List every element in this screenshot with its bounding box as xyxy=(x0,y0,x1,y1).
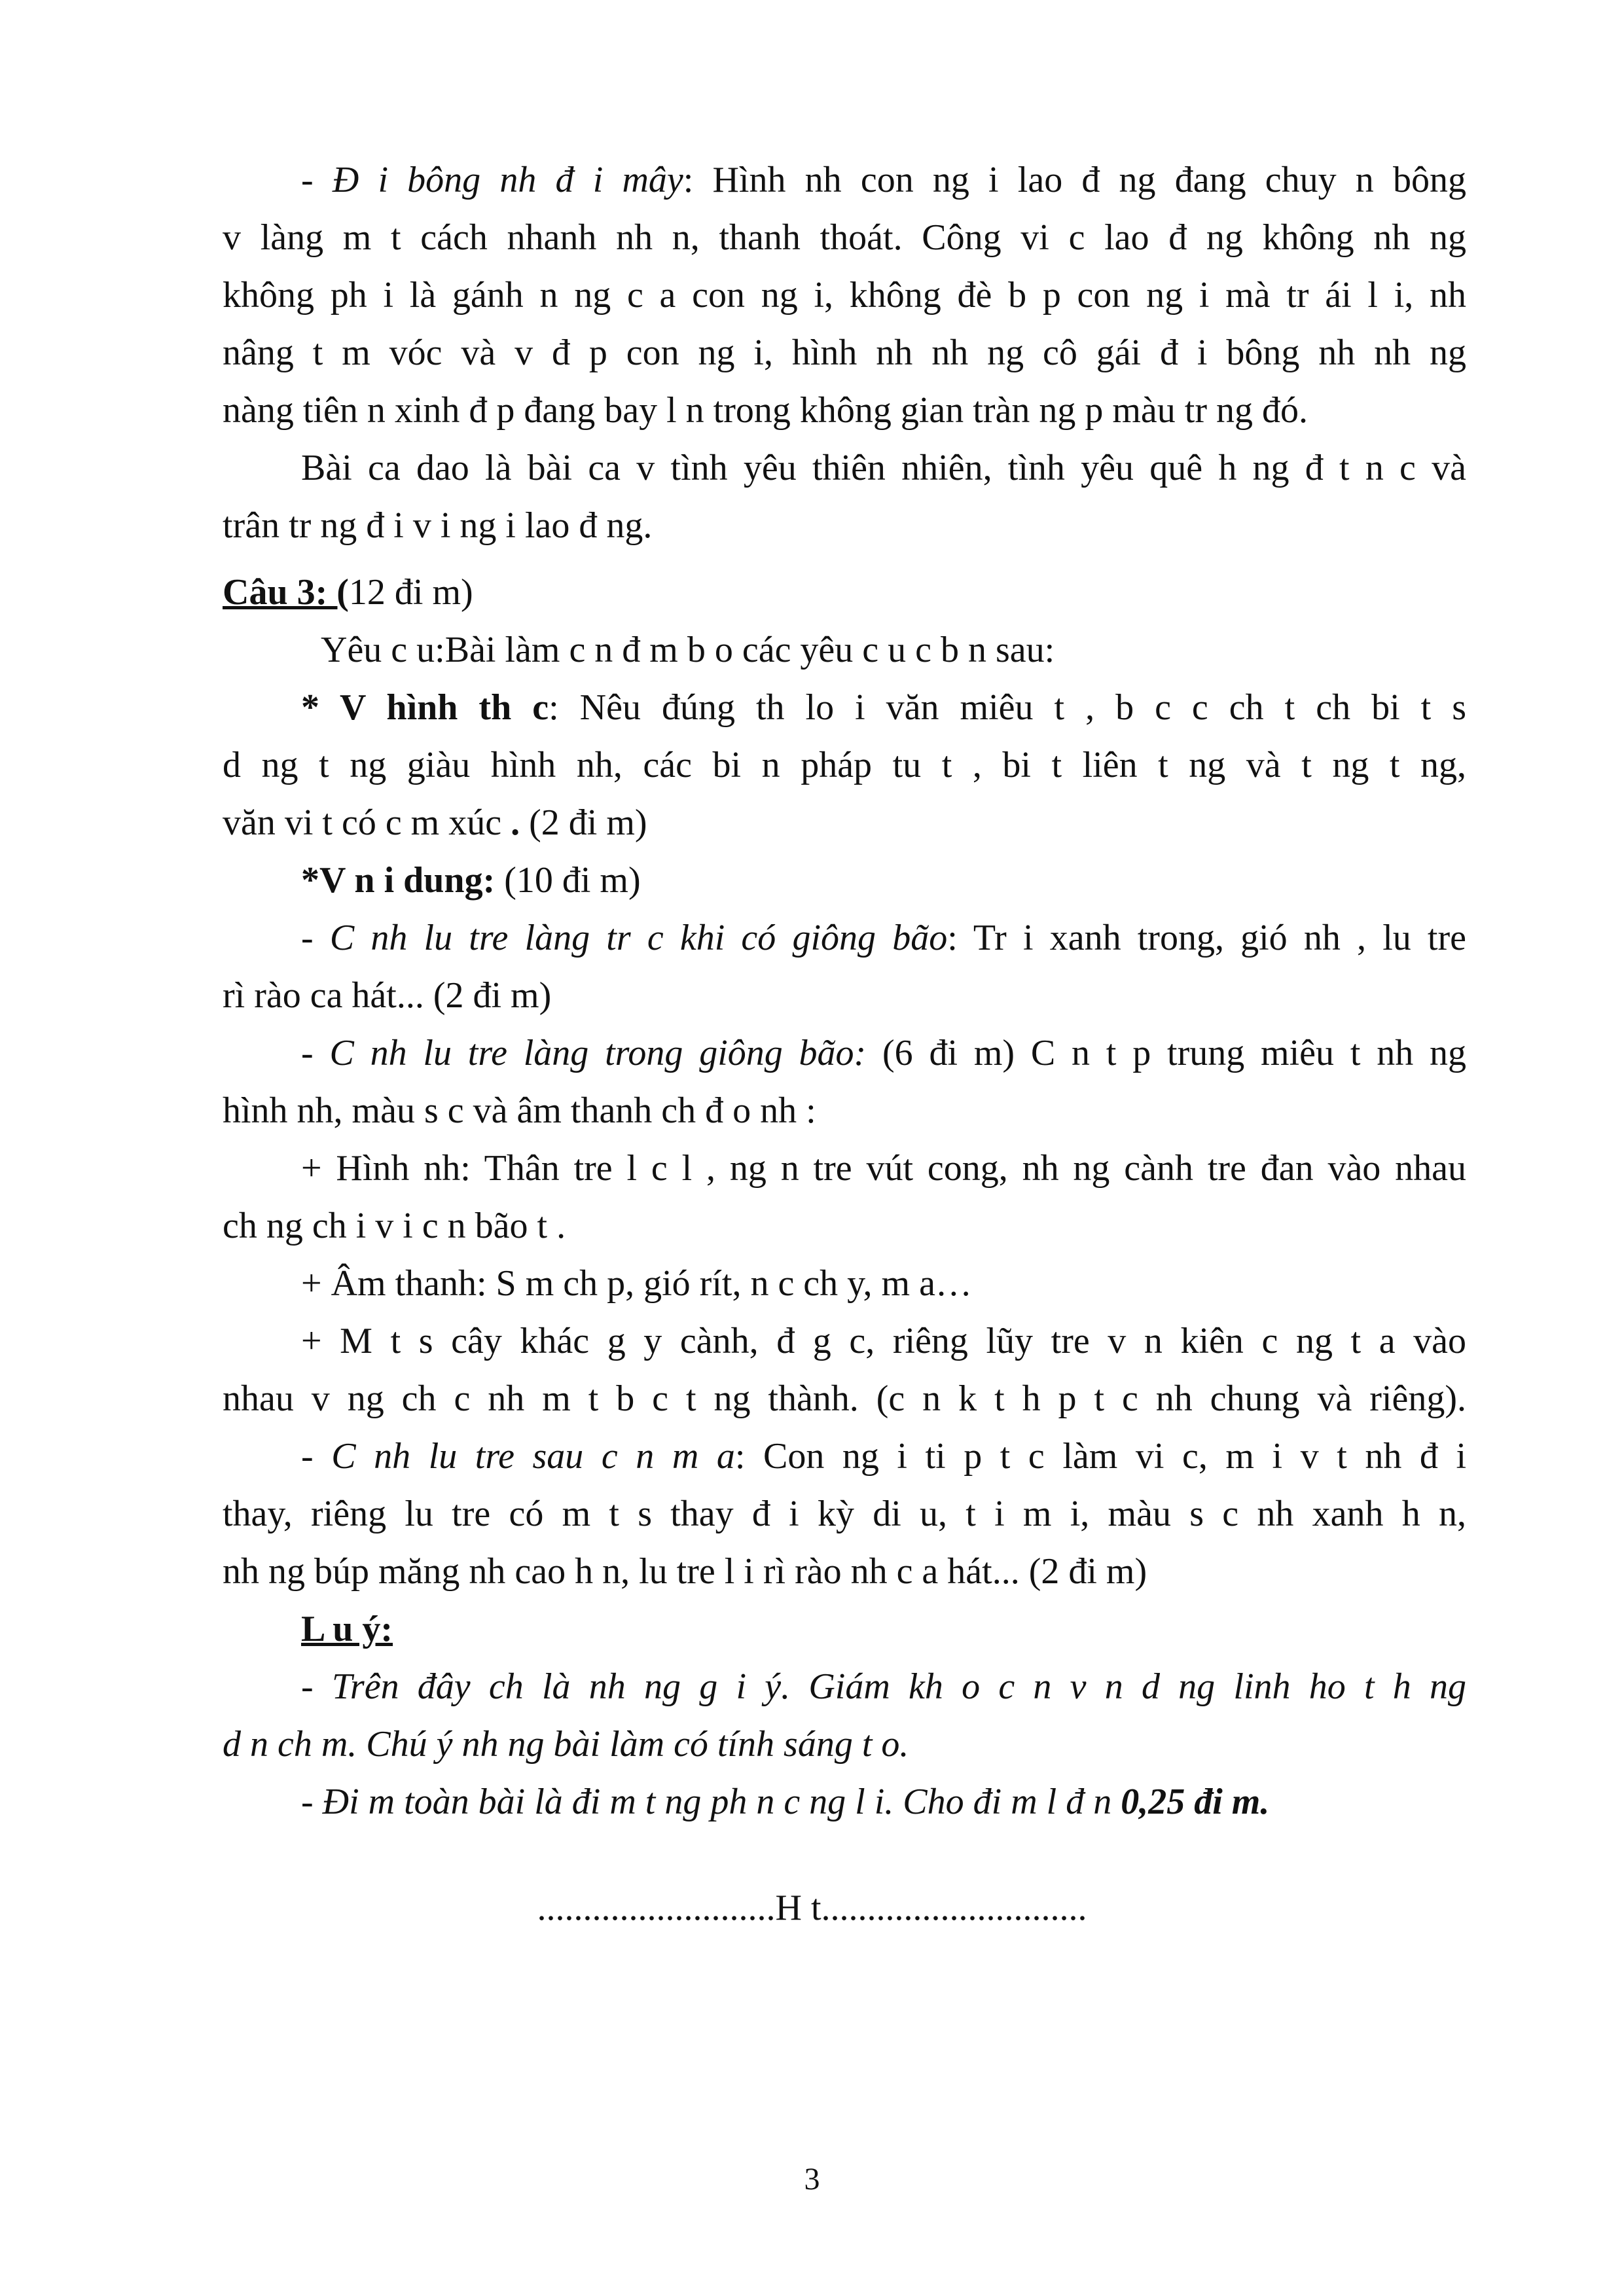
text: văn vi t có c m xúc xyxy=(223,802,511,843)
noi-dung-label: *V n i dung: xyxy=(301,860,496,901)
mot-so-line2: nhau v ng ch c nh m t b c t ng thành. (c n k t h p t c nh chung và riêng). xyxy=(223,1378,1466,1419)
hinh-thuc-line3 xyxy=(223,800,1466,846)
heading-points: 12 đi m) xyxy=(348,572,473,613)
points: (10 đi m) xyxy=(495,860,641,901)
italic-phrase: - C nh lu tre làng trong giông bão: xyxy=(301,1033,867,1073)
points: (2 đi m) xyxy=(520,802,647,843)
text: : Nêu đúng th lo i văn miêu t , b c c ch t ch bi t s xyxy=(549,687,1467,728)
heading-bold: Câu 3: ( xyxy=(223,572,349,613)
dash: - xyxy=(301,1436,332,1477)
page-number: 3 xyxy=(804,2162,820,2197)
hinh-thuc-line2: d ng t ng giàu hình nh, các bi n pháp tu t , bi t liên t ng và t ng t ng, xyxy=(223,745,1466,785)
end-marker: ..........................H t............................. xyxy=(537,1888,1087,1928)
am-thanh-line: + Âm thanh: S m ch p, gió rít, n c ch y, m a… xyxy=(301,1263,972,1304)
noi-dung-line xyxy=(301,857,1466,903)
bold-period: . xyxy=(511,802,520,843)
yeu-cau-line: Yêu c u:Bài làm c n đ m b o các yêu c u c b n sau: xyxy=(321,630,1055,670)
dash: - xyxy=(301,918,330,958)
luu-y-line2: d n ch m. Chú ý nh ng bài làm có tính sáng t o. xyxy=(223,1724,909,1765)
trong-bao-line1 xyxy=(301,1030,1466,1076)
cau3-heading xyxy=(223,569,1466,615)
hinh-thuc-line1 xyxy=(301,685,1466,730)
mot-so-line1: + M t s cây khác g y cành, đ g c, riêng lũy tre v n kiên c ng t a vào xyxy=(301,1321,1466,1361)
para1-line4: nâng t m vóc và v đ p con ng i, hình nh nh ng cô gái đ i bông nh nh ng xyxy=(223,332,1466,373)
text: : Hình nh con ng i lao đ ng đang chuy n bông xyxy=(683,160,1466,200)
hinh-thuc-label: * V hình th c xyxy=(301,687,549,728)
sau-mua-line1 xyxy=(301,1433,1466,1479)
text: (6 đi m) C n t p trung miêu t nh ng xyxy=(866,1033,1467,1073)
italic-phrase: C nh lu tre làng tr c khi có giông bão xyxy=(329,918,948,958)
para1-line5: nàng tiên n xinh đ p đang bay l n trong không gian tràn ng p màu tr ng đó. xyxy=(223,390,1308,431)
hinh-anh-line2: ch ng ch i v i c n bão t . xyxy=(223,1206,566,1246)
luu-y-line3 xyxy=(301,1779,1466,1825)
text: : Con ng i ti p t c làm vi c, m i v t nh đ i xyxy=(734,1436,1466,1477)
trong-bao-line2: hình nh, màu s c và âm thanh ch đ o nh : xyxy=(223,1090,816,1131)
para1-line3: không ph i là gánh n ng c a con ng i, không đè b p con ng i mà tr ái l i, nh xyxy=(223,275,1466,315)
para1-line1 xyxy=(301,157,1466,203)
sau-mua-line3: nh ng búp măng nh cao h n, lu tre l i rì rào nh c a hát... (2 đi m) xyxy=(223,1551,1147,1592)
hinh-anh-line1: + Hình nh: Thân tre l c l , ng n tre vút cong, nh ng cành tre đan vào nhau xyxy=(301,1148,1466,1189)
italic-text: - Đi m toàn bài là đi m t ng ph n c ng l i. Cho đi m l đ n xyxy=(301,1782,1121,1822)
bold-points: 0,25 đi m. xyxy=(1121,1782,1270,1822)
para2-line2: trân tr ng đ i v i ng i lao đ ng. xyxy=(223,505,653,546)
truoc-bao-line1 xyxy=(301,915,1466,961)
dash: - xyxy=(301,160,333,200)
italic-phrase: Đ i bông nh đ i mây xyxy=(332,160,683,200)
text: : Tr i xanh trong, gió nh , lu tre xyxy=(947,918,1466,958)
luu-y-line1: - Trên đây ch là nh ng g i ý. Giám kh o c n v n d ng linh ho t h ng xyxy=(301,1666,1466,1707)
luu-y-heading xyxy=(301,1606,1466,1652)
para2-line1: Bài ca dao là bài ca v tình yêu thiên nhiên, tình yêu quê h ng đ t n c và xyxy=(301,448,1466,488)
luu-y-label: L u ý: xyxy=(301,1609,393,1649)
italic-phrase: C nh lu tre sau c n m a xyxy=(331,1436,735,1477)
truoc-bao-line2: rì rào ca hát... (2 đi m) xyxy=(223,975,552,1016)
para1-line2: v làng m t cách nhanh nh n, thanh thoát. Công vi c lao đ ng không nh ng xyxy=(223,217,1466,258)
sau-mua-line2: thay, riêng lu tre có m t s thay đ i kỳ di u, t i m i, màu s c nh xanh h n, xyxy=(223,1494,1466,1534)
